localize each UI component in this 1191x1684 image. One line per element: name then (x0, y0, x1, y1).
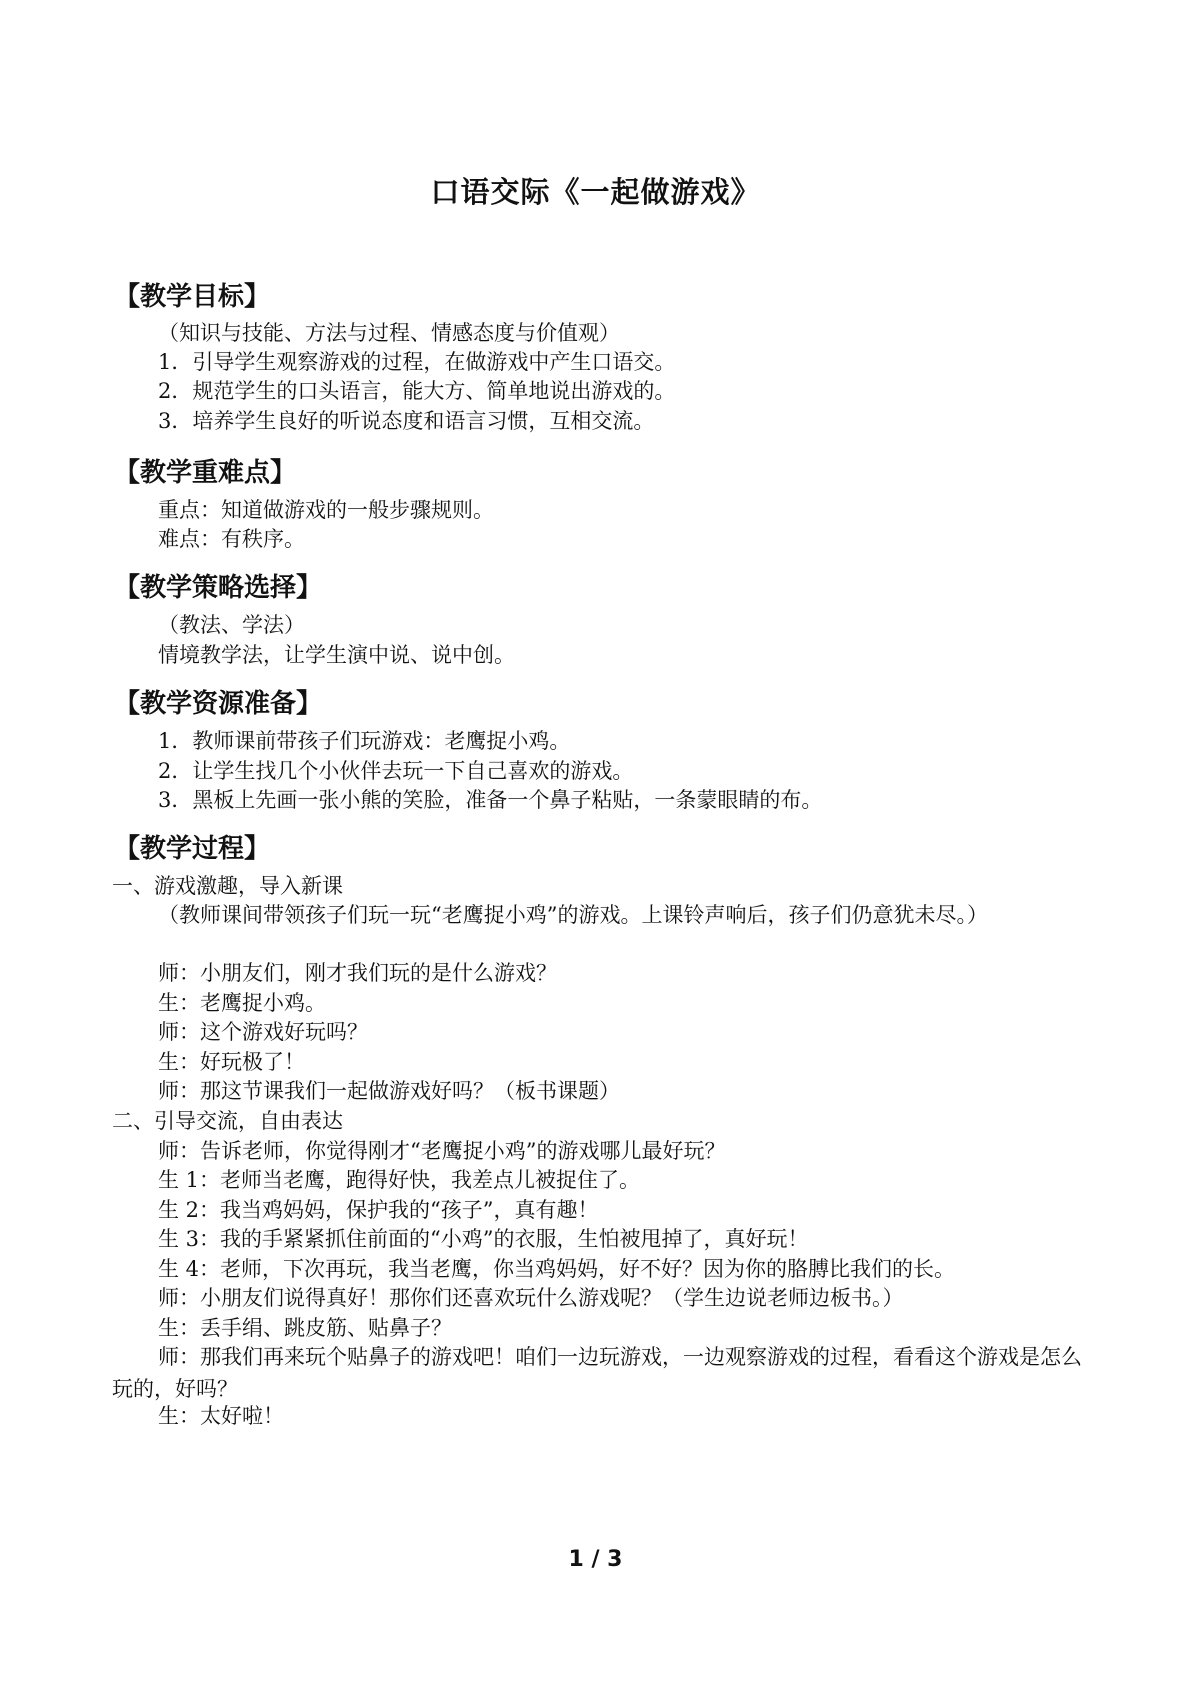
process-part-title: 一、游戏激趣，导入新课 (112, 874, 343, 898)
section-heading-resources: 【教学资源准备】 (114, 689, 323, 719)
dialogue-line: 师：这个游戏好玩吗？ (158, 1020, 368, 1044)
document-title: 口语交际《一起做游戏》 (430, 175, 761, 209)
dialogue-line: 师：小朋友们说得真好！那你们还喜欢玩什么游戏呢？（学生边说老师边板书。） (158, 1286, 904, 1310)
dialogue-line: 生：丢手绢、跳皮筋、贴鼻子？ (158, 1316, 452, 1340)
keypoints-line: 重点：知道做游戏的一般步骤规则。 (158, 498, 494, 522)
strategy-line: （教法、学法） (158, 613, 305, 637)
page-number: 1 / 3 (568, 1547, 623, 1572)
dialogue-line: 生 2：我当鸡妈妈，保护我的“孩子”，真有趣！ (158, 1198, 599, 1222)
section-heading-keypoints: 【教学重难点】 (114, 458, 297, 488)
dialogue-line: 生：好玩极了！ (158, 1050, 305, 1074)
dialogue-line: 生 3：我的手紧紧抓住前面的“小鸡”的衣服，生怕被甩掉了，真好玩！ (158, 1227, 809, 1251)
dialogue-line: 师：那这节课我们一起做游戏好吗？（板书课题） (158, 1079, 620, 1103)
dialogue-line: 生 4：老师，下次再玩，我当老鹰，你当鸡妈妈，好不好？因为你的胳膊比我们的长。 (158, 1257, 956, 1281)
dialogue-line: 生：老鹰捉小鸡。 (158, 991, 326, 1015)
dialogue-line: 师：告诉老师，你觉得刚才“老鹰捉小鸡”的游戏哪儿最好玩？ (158, 1139, 726, 1163)
section-heading-strategy: 【教学策略选择】 (114, 573, 323, 603)
section-heading-process: 【教学过程】 (114, 834, 271, 864)
dialogue-line: 师：小朋友们，刚才我们玩的是什么游戏？ (158, 961, 557, 985)
keypoints-line: 难点：有秩序。 (158, 527, 305, 551)
resources-line: 3．黑板上先画一张小熊的笑脸，准备一个鼻子粘贴，一条蒙眼睛的布。 (158, 788, 823, 812)
dialogue-line: 生 1：老师当老鹰，跑得好快，我差点儿被捉住了。 (158, 1168, 641, 1192)
section-heading-goals: 【教学目标】 (114, 282, 271, 312)
resources-line: 2．让学生找几个小伙伴去玩一下自己喜欢的游戏。 (158, 759, 634, 783)
goals-line: 3．培养学生良好的听说态度和语言习惯，互相交流。 (158, 409, 655, 433)
resources-line: 1．教师课前带孩子们玩游戏：老鹰捉小鸡。 (158, 729, 571, 753)
process-note: （教师课间带领孩子们玩一玩“老鹰捉小鸡”的游戏。上课铃声响后，孩子们仍意犹未尽。） (158, 903, 988, 927)
goals-line: 1．引导学生观察游戏的过程，在做游戏中产生口语交。 (158, 350, 676, 374)
strategy-line: 情境教学法，让学生演中说、说中创。 (158, 643, 515, 667)
dialogue-line: 生：太好啦！ (158, 1404, 284, 1428)
process-part-title: 二、引导交流，自由表达 (112, 1109, 343, 1133)
goals-line: （知识与技能、方法与过程、情感态度与价值观） (158, 321, 620, 345)
dialogue-long-line: 师：那我们再来玩个贴鼻子的游戏吧！咱们一边玩游戏，一边观察游戏的过程，看看这个游戏是怎么玩的，好吗？ (112, 1345, 1082, 1401)
goals-line: 2．规范学生的口头语言，能大方、简单地说出游戏的。 (158, 379, 676, 403)
